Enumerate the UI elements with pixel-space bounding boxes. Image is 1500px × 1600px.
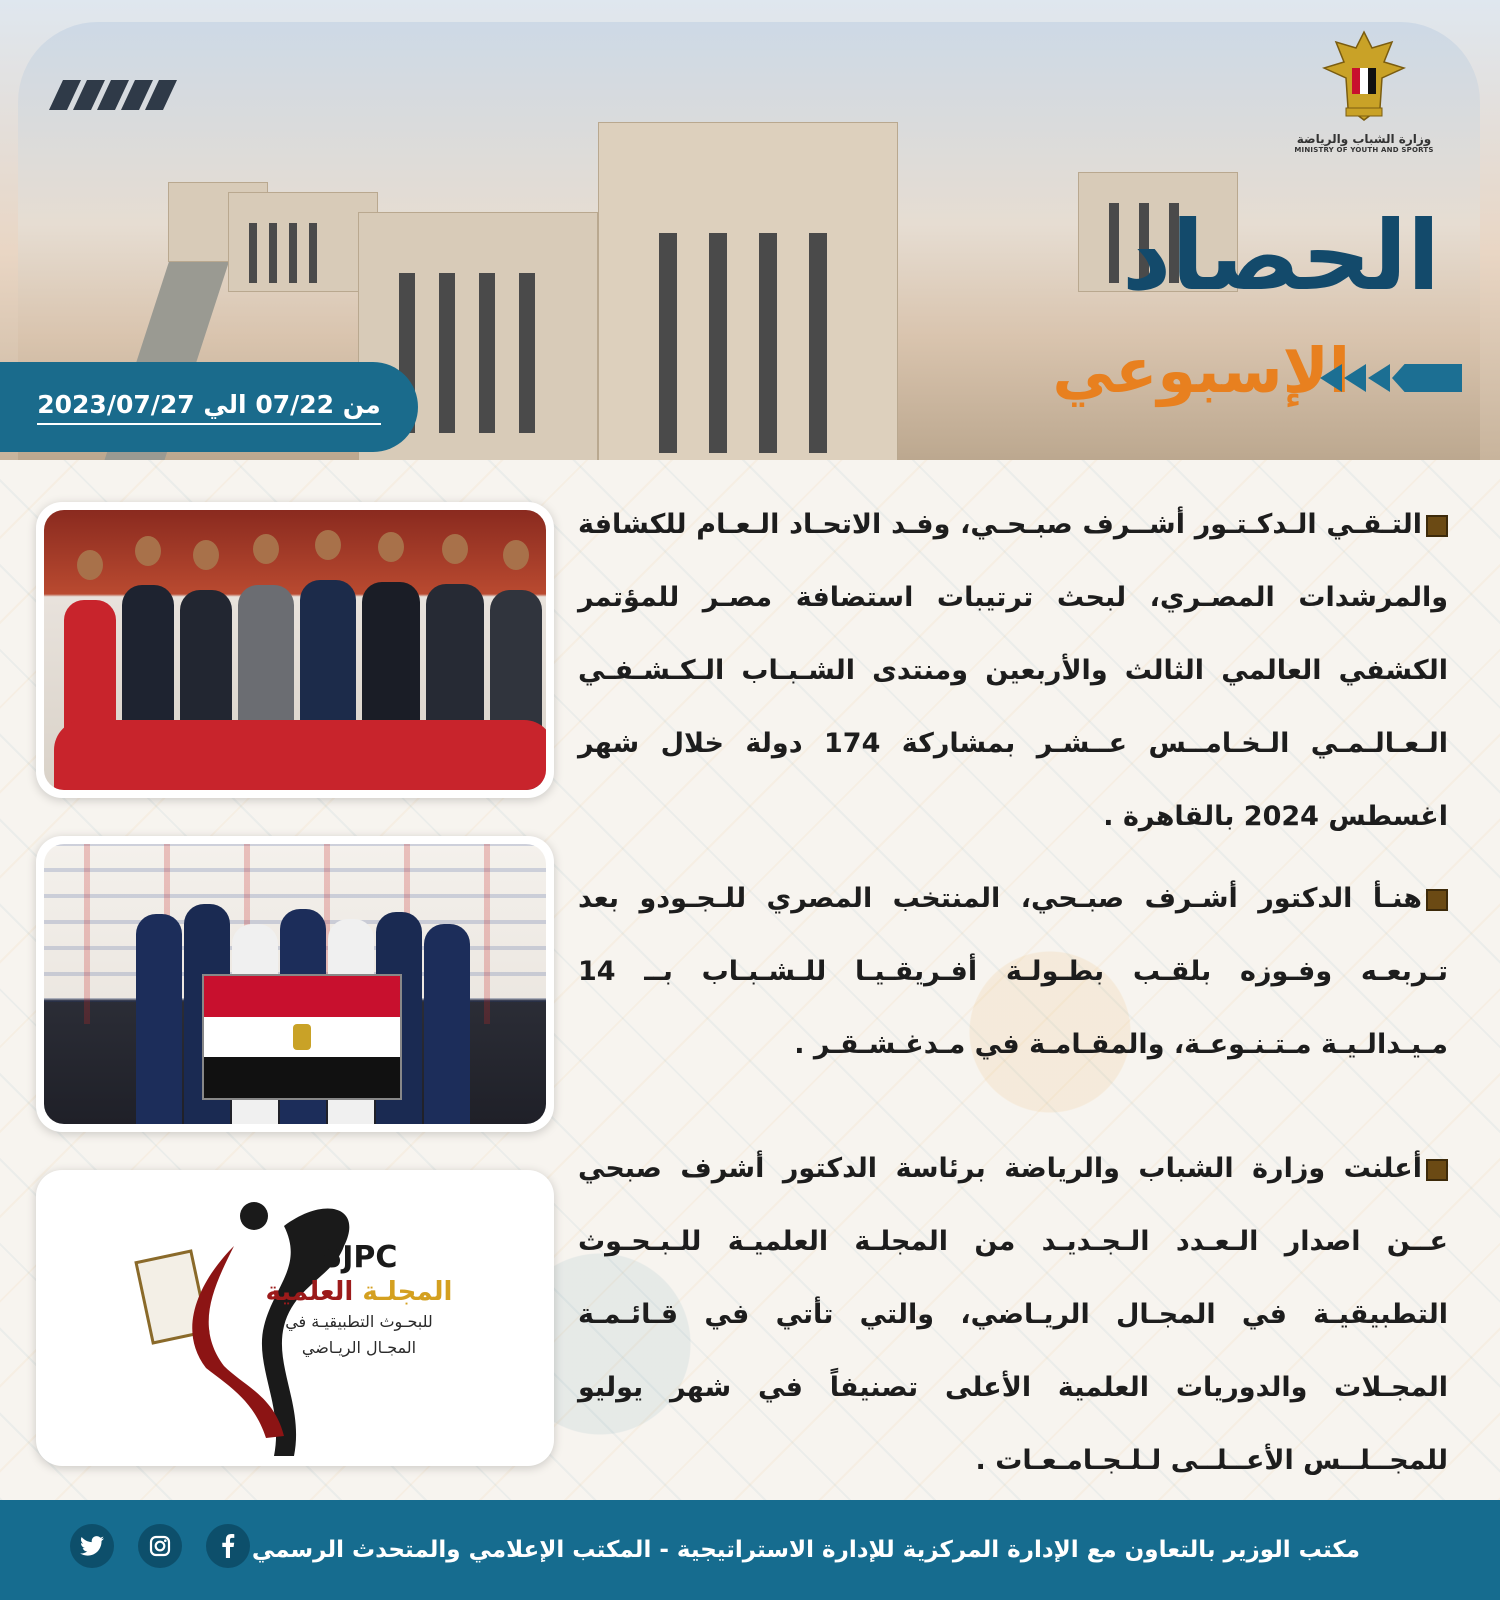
bullet-square-icon (1426, 1159, 1448, 1181)
news-item-body: أعلنت وزارة الشباب والرياضة برئاسة الدكتور أشرف صبحي عــن اصدار الـعـدد الـجـديـد من المجلـة العلميـة للـبـحـوث التطبيقيـة في المجـال الريـاضي، والتي تأتي في قـائـمـة المجـلات والدوريات العلمية الأعلى تصنيفاً في شهر يوليو للمجــلــس الأعــلــى لـلـجـامـعـات . (578, 1153, 1448, 1476)
journal-logo-card (36, 1170, 554, 1466)
bullet-square-icon (1426, 515, 1448, 537)
photo-content (44, 1178, 546, 1458)
page-subtitle: الإسبوعي (1052, 334, 1350, 407)
news-item-text (578, 862, 1448, 1081)
chevron-arrows-icon (1320, 364, 1462, 392)
news-item (578, 488, 1448, 862)
footer-credit: مكتب الوزير بالتعاون مع الإدارة المركزية للإدارة الاستراتيجية - المكتب الإعلامي والمتحدث الرسمي (251, 1537, 1360, 1563)
judo-team-photo (36, 836, 554, 1132)
photo-content (44, 510, 546, 790)
journal-title-block (244, 1240, 474, 1359)
news-item (578, 862, 1448, 1132)
decorative-stripes (56, 80, 170, 110)
eagle-emblem-icon (1322, 28, 1406, 124)
instagram-icon[interactable] (138, 1524, 182, 1568)
social-links (70, 1524, 250, 1568)
journal-subtitle-line2: المجـال الريـاضي (301, 1338, 417, 1357)
facebook-icon[interactable] (206, 1524, 250, 1568)
twitter-icon[interactable] (70, 1524, 114, 1568)
journal-title (244, 1277, 474, 1307)
ministry-name-arabic: وزارة الشباب والرياضة (1296, 132, 1432, 146)
ministry-name-english: MINISTRY OF YOUTH AND SPORTS (1294, 146, 1434, 154)
egypt-flag-icon (202, 974, 402, 1100)
main-building (598, 122, 898, 460)
news-item-text (578, 488, 1448, 853)
date-range-text: من 07/22 الي 2023/07/27 (37, 390, 381, 425)
journal-subtitle-line1: للبحـوث التطبيقيـة في (285, 1312, 433, 1331)
date-range-badge (0, 362, 418, 452)
news-item-body: التـقـي الـدكـتـور أشــرف صبـحـي، وفـد الاتحـاد الـعـام للكشافة والمرشدات المصـري، لبحث ترتيبات استضافة مصـر للمؤتمر الكشفي العالمي الثالث والأربعين ومنتدى الشـبـاب الـكـشـفـي الـعـالـمـي الـخـامــس عــشـر بمشاركة 174 دولة خلال شهر اغسطس 2024 بالقاهرة . (578, 509, 1448, 832)
bullet-square-icon (1426, 889, 1448, 911)
ministry-logo (1294, 28, 1434, 178)
photo-content (44, 844, 546, 1124)
news-list (578, 488, 1448, 1497)
news-item-body: هنـأ الدكتور أشـرف صبـحي، المنتخب المصري للـجـودو بعد تـربعـه وفـوزه بلقـب بطـولـة أفـريقـيـا للـشـبـاب بــ 14 مـيـدالـيـة مـتـنـوعـة، والمقـامـة في مـدغـشـقـر . (578, 883, 1448, 1060)
journal-title-part1: المجلـة (362, 1277, 453, 1307)
header-banner (0, 0, 1500, 460)
news-item (578, 1132, 1448, 1497)
journal-title-part2: العلمية (265, 1277, 354, 1307)
news-item-text (578, 1132, 1448, 1497)
building (228, 192, 378, 292)
page-title: الحصاد (1121, 200, 1440, 312)
journal-acronym: SJPC (320, 1240, 398, 1275)
scouts-group-photo (36, 502, 554, 798)
